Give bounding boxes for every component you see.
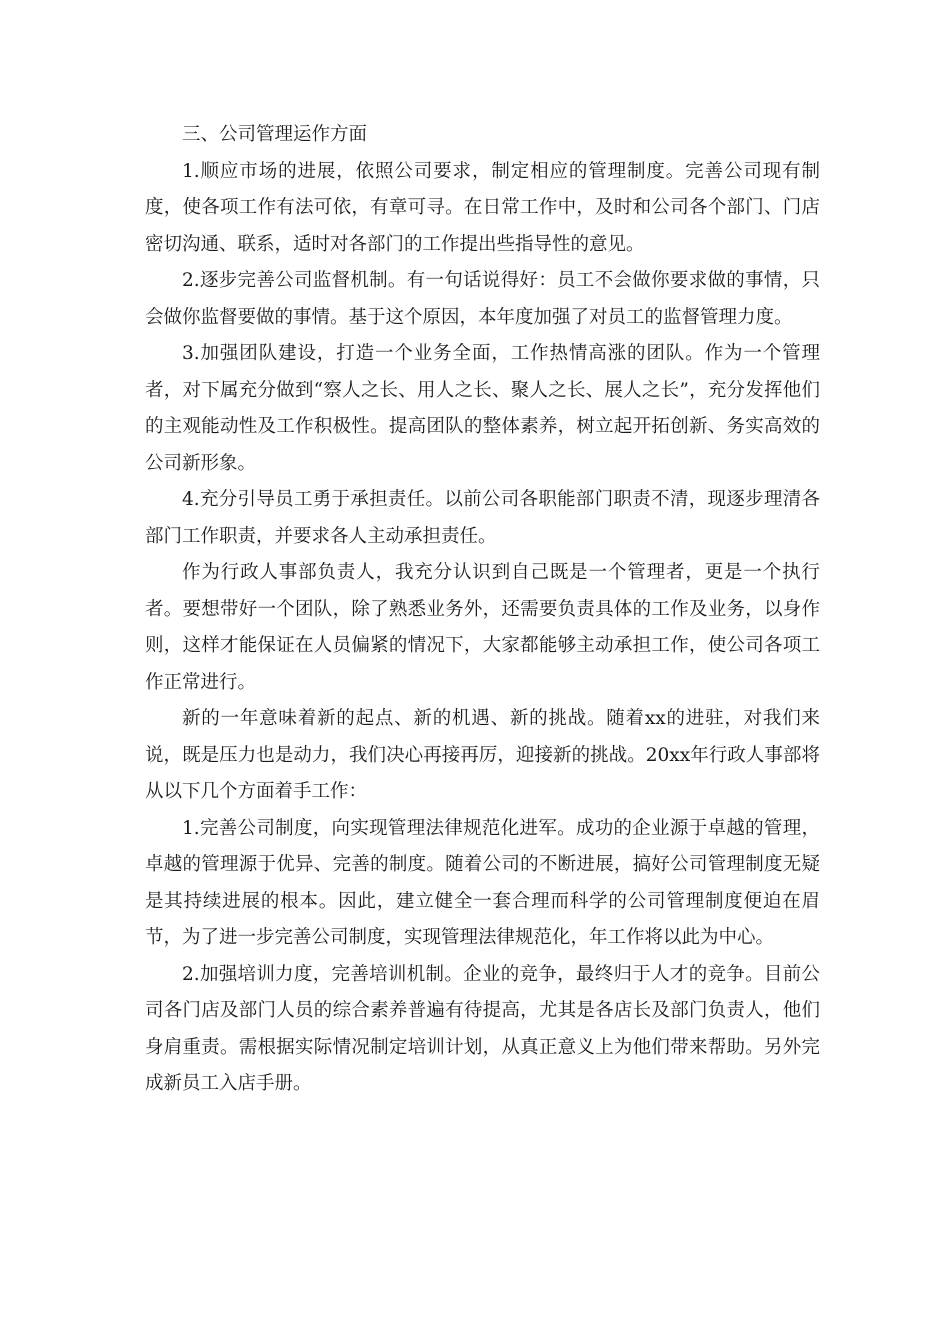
- section-heading: 三、公司管理运作方面: [182, 124, 368, 145]
- paragraph-improve-system: 1.完善公司制度，向实现管理法律规范化进军。成功的企业源于卓越的管理，卓越的管理源于优异、完善的制度。随着公司的不断进展，搞好公司管理制度无疑是其持续进展的根本。因此，建立健全一套合理而科学的公司管理制度便迫在眉节，为了进一步完善公司制度，实现管理法律规范化，年工作将以此为中心。: [145, 817, 820, 948]
- paragraph-team-building: 3.加强团队建设，打造一个业务全面，工作热情高涨的团队。作为一个管理者，对下属充分做到“察人之长、用人之长、聚人之长、展人之长”，充分发挥他们的主观能动性及工作积极性。提高团队的整体素养，树立起开拓创新、务实高效的公司新形象。: [145, 343, 820, 474]
- document-body: [145, 117, 820, 1103]
- paragraph-responsibility: 4.充分引导员工勇于承担责任。以前公司各职能部门职责不清，现逐步理清各部门工作职责，并要求各人主动承担责任。: [145, 489, 820, 547]
- paragraph-new-year-plan: 新的一年意味着新的起点、新的机遇、新的挑战。随着xx的进驻，对我们来说，既是压力也是动力，我们决心再接再厉，迎接新的挑战。20xx年行政人事部将从以下几个方面着手工作：: [145, 708, 820, 802]
- paragraph-training: 2.加强培训力度，完善培训机制。企业的竞争，最终归于人才的竞争。目前公司各门店及部门人员的综合素养普遍有待提高，尤其是各店长及部门负责人，他们身肩重责。需根据实际情况制定培训计划，从真正意义上为他们带来帮助。另外完成新员工入店手册。: [145, 963, 820, 1094]
- paragraph-supervision: 2.逐步完善公司监督机制。有一句话说得好：员工不会做你要求做的事情，只会做你监督要做的事情。基于这个原因，本年度加强了对员工的监督管理力度。: [145, 270, 820, 328]
- paragraph-role-reflection: 作为行政人事部负责人，我充分认识到自己既是一个管理者，更是一个执行者。要想带好一个团队，除了熟悉业务外，还需要负责具体的工作及业务，以身作则，这样才能保证在人员偏紧的情况下，大家都能够主动承担工作，使公司各项工作正常进行。: [145, 562, 820, 693]
- paragraph-management-system: 1.顺应市场的进展，依照公司要求，制定相应的管理制度。完善公司现有制度，使各项工作有法可依，有章可寻。在日常工作中，及时和公司各个部门、门店密切沟通、联系，适时对各部门的工作提出些指导性的意见。: [145, 160, 820, 255]
